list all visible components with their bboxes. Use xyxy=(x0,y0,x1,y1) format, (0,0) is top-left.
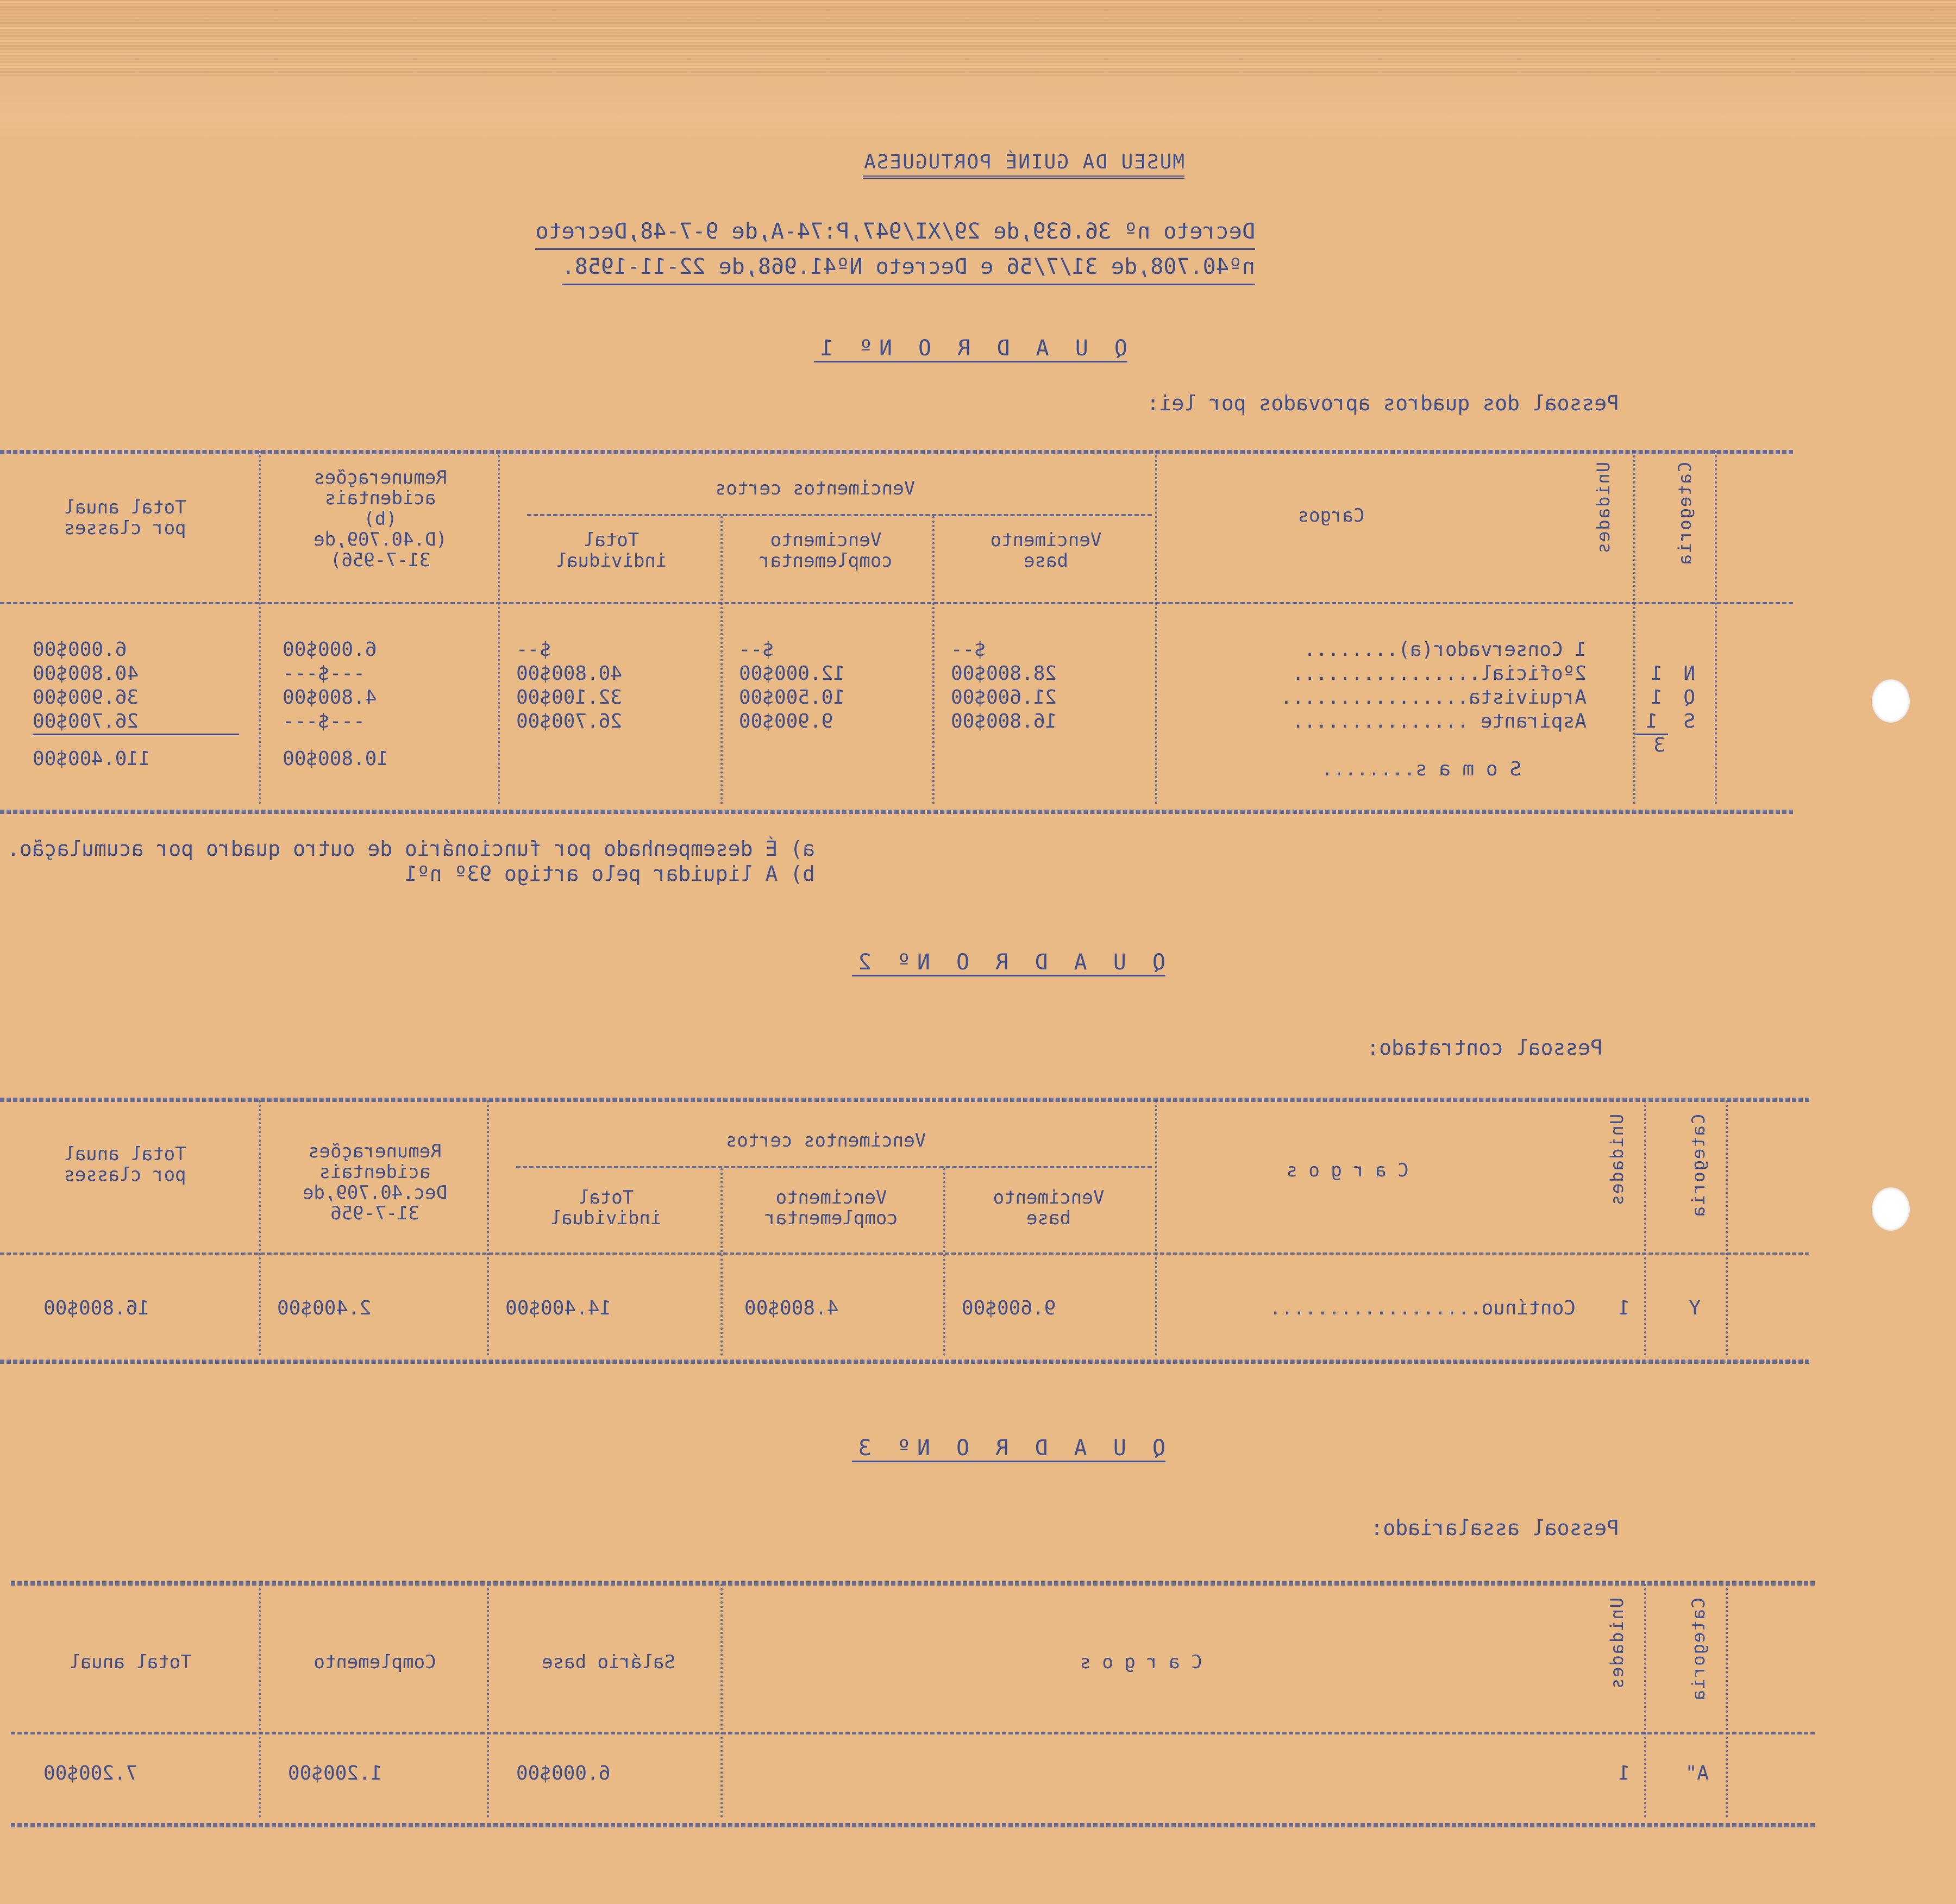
q2-header-categoria: Categoria xyxy=(1688,1114,1709,1218)
q1-header-categoria: Categoria xyxy=(1675,462,1695,566)
q1-row-total: 26.700$00 xyxy=(516,710,623,732)
q1-row-remuneracoes: ---$--- xyxy=(283,710,365,732)
q1-row-total: 40.800$00 xyxy=(516,662,623,685)
q1-row-complementar: $-- xyxy=(739,638,775,661)
q1-row-remuneracoes: ---$--- xyxy=(283,662,365,685)
q3-row-complemento: 1.200$00 xyxy=(288,1762,383,1784)
q2-row-anual: 16.800$00 xyxy=(43,1297,150,1319)
q2-header-total-individual: Total individual xyxy=(550,1187,662,1229)
q1-somas-unidades: 3 xyxy=(1653,734,1665,756)
q1-col-sep xyxy=(1155,451,1157,804)
q1-row-total: $-- xyxy=(516,638,552,661)
q2-header-cargos: C a r g o s xyxy=(1286,1160,1409,1181)
quadro-2-subtitle: Pessoal contratado: xyxy=(1366,1036,1603,1060)
q1-row-categoria: N xyxy=(1683,662,1695,685)
q1-note-b: b) A liquidar pelo artigo 93º nº1 xyxy=(405,862,815,886)
q1-header-venc-complementar: Vencimento complementar xyxy=(759,529,893,572)
q2-row-remuneracoes: 2.400$00 xyxy=(277,1297,372,1319)
q2-col-sep xyxy=(259,1100,261,1356)
quadro-3-subtitle: Pessoal assalariado: xyxy=(1370,1516,1619,1540)
binder-hole xyxy=(1872,679,1910,723)
q1-row-cargo: Aspirante ............... xyxy=(1292,710,1587,732)
q1-row-categoria: Q xyxy=(1683,686,1695,709)
q3-row-unidades: 1 xyxy=(1618,1762,1630,1784)
q3-row-anual: 7.200$00 xyxy=(43,1762,138,1784)
quadro-3-bottom-rule xyxy=(11,1823,1815,1827)
decree-reference xyxy=(535,215,1255,285)
decree-line-2: nº40.708,de 31/7/56 e Decreto Nº41.968,de 22-11-1958. xyxy=(562,250,1255,285)
quadro-3-title: Q U A D R O Nº 3 xyxy=(852,1436,1165,1462)
q2-row-base: 9.600$00 xyxy=(962,1297,1056,1319)
q1-row-base: 21.600$00 xyxy=(951,686,1057,709)
q1-row-unidades: 1 xyxy=(1651,662,1663,685)
q1-row-base: $-- xyxy=(951,638,987,661)
q1-row-anual: 40.800$00 xyxy=(33,662,139,685)
q1-header-remuneracoes: Remunerações acidentais (b) (D.40.709,de 31-7-956) xyxy=(314,467,447,571)
q2-row-complementar: 4.800$00 xyxy=(744,1297,839,1319)
q3-col-sep xyxy=(1644,1584,1646,1818)
q1-row-remuneracoes: 4.800$00 xyxy=(283,686,377,709)
q3-row-base: 6.000$00 xyxy=(516,1762,611,1784)
decree-line-1: Decreto nº 36.639,de 29/XI/947,P:74-A,de 9-7-48,Decreto xyxy=(535,215,1255,250)
q1-row-cargo: 2ºoficial................ xyxy=(1292,662,1587,685)
q1-row-anual: 26.700$00 xyxy=(33,710,239,735)
q1-row-anual: 6.000$00 xyxy=(33,638,127,661)
q1-note-a: a) É desempenhado por funcionário de outro quadro por acumulação. xyxy=(7,837,815,861)
q1-col-sep xyxy=(259,451,261,804)
q3-col-sep xyxy=(259,1584,261,1818)
q2-row-unidades: 1 xyxy=(1618,1297,1630,1319)
quadro-1-title: Q U A D R O Nº 1 xyxy=(814,336,1127,362)
q2-header-vencimentos: Vencimentos certos xyxy=(725,1130,926,1151)
binder-hole xyxy=(1872,1187,1910,1231)
q1-col-sep xyxy=(498,451,500,804)
q3-header-categoria: Categoria xyxy=(1688,1598,1709,1702)
q2-header-venc-complementar: Vencimento complementar xyxy=(764,1187,898,1229)
q3-header-total-anual: Total anual xyxy=(69,1651,192,1673)
q1-somas-remuneracoes: 10.800$00 xyxy=(283,748,389,770)
q1-row-cargo: Arquivista................ xyxy=(1280,686,1587,709)
q1-somas-anual: 110.400$00 xyxy=(33,748,151,770)
quadro-2-title: Q U A D R O Nº 2 xyxy=(852,950,1165,976)
q2-header-unidades: Unidades xyxy=(1607,1114,1627,1207)
q1-somas-label: S o m a s........ xyxy=(1321,758,1521,780)
q3-col-sep xyxy=(720,1584,723,1818)
q1-row-complementar: 10.500$00 xyxy=(739,686,845,709)
q1-header-venc-base: Vencimento base xyxy=(990,529,1102,572)
q2-row-total: 14.400$00 xyxy=(505,1297,612,1319)
q3-header-complemento: Complemento xyxy=(314,1651,436,1673)
q1-row-total: 32.100$00 xyxy=(516,686,623,709)
q1-col-sep xyxy=(1633,451,1635,804)
quadro-2-header-rule xyxy=(0,1252,1809,1255)
q1-header-unidades: Unidades xyxy=(1593,462,1614,555)
quadro-2-top-rule xyxy=(0,1098,1809,1102)
quadro-2-vencimentos-rule xyxy=(516,1166,1152,1168)
q1-row-base: 16.800$00 xyxy=(951,710,1057,732)
q3-header-cargos: C a r g o s xyxy=(1080,1651,1202,1673)
q3-col-sep xyxy=(1726,1584,1728,1818)
q1-row-unidades: 1 xyxy=(1651,686,1663,709)
q1-row-anual: 36.900$00 xyxy=(33,686,139,709)
q1-row-unidades: 1 xyxy=(1635,710,1668,735)
quadro-1-subtitle: Pessoal dos quadros aprovados por lei: xyxy=(1146,391,1619,415)
q2-row-categoria: Y xyxy=(1689,1297,1701,1319)
quadro-2-bottom-rule xyxy=(0,1360,1809,1364)
q1-row-base: 28.800$00 xyxy=(951,662,1057,685)
q1-row-cargo: 1 Conservador(a)........ xyxy=(1303,638,1587,661)
q2-row-cargo: Contínuo.................. xyxy=(1269,1297,1576,1319)
q2-col-sep xyxy=(487,1100,489,1356)
q3-header-unidades: Unidades xyxy=(1607,1598,1627,1690)
q2-header-venc-base: Vencimento base xyxy=(993,1187,1105,1229)
museum-title: MUSEU DA GUINÉ PORTUGUESA xyxy=(863,151,1184,179)
q1-header-total-anual: Total anual por classes xyxy=(64,497,186,539)
quadro-1-header-rule xyxy=(0,602,1793,604)
q3-row-categoria: A" xyxy=(1685,1762,1709,1784)
q1-header-vencimentos: Vencimentos certos xyxy=(714,478,916,499)
q1-col-sep xyxy=(1715,451,1717,804)
q2-header-remuneracoes: Remunerações acidentais Dec.40.709,de 31-7-956 xyxy=(302,1141,448,1224)
q1-row-remuneracoes: 6.000$00 xyxy=(283,638,377,661)
q1-row-complementar: 9.900$00 xyxy=(739,710,833,732)
quadro-1-top-rule xyxy=(0,450,1793,454)
q2-col-sep xyxy=(1644,1100,1646,1356)
q1-header-cargos: Cargos xyxy=(1297,505,1365,527)
q1-row-complementar: 12.000$00 xyxy=(739,662,845,685)
q1-row-categoria: S xyxy=(1683,710,1695,732)
q1-header-total-individual: Total individual xyxy=(555,529,667,572)
quadro-1-vencimentos-rule xyxy=(527,514,1152,516)
q1-col-sep xyxy=(932,516,935,804)
quadro-3-header-rule xyxy=(11,1732,1815,1734)
quadro-3-top-rule xyxy=(11,1581,1815,1586)
q2-col-sep xyxy=(1155,1100,1157,1356)
q2-col-sep xyxy=(1726,1100,1728,1356)
q3-col-sep xyxy=(487,1584,489,1818)
quadro-1-bottom-rule xyxy=(0,810,1793,814)
q2-header-total-anual: Total anual por classes xyxy=(64,1143,186,1186)
q3-header-salario-base: Salário base xyxy=(542,1651,675,1673)
